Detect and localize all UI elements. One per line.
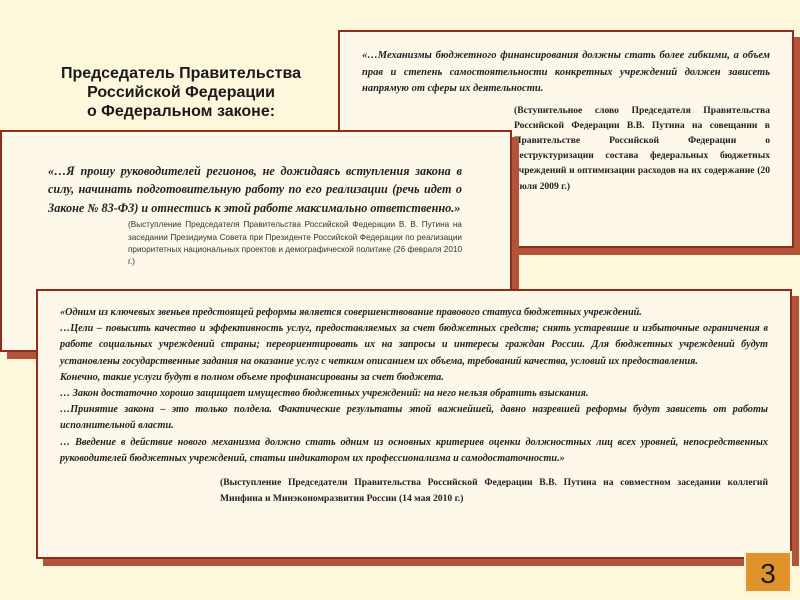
quote-source: (Вступительное слово Председателя Правительства Российской Федерации В.В. Путина на совещании в Правительстве Российской Федерации о реструктуризации состава федеральных бюджетных учреждений и оптимизации расходов на их содержание (20 июля 2009 г.) <box>514 104 770 192</box>
slide-title-line-2: Российской Федерации <box>87 84 275 101</box>
quote-source: (Выступление Председатели Правительства Российской Федерации В.В. Путина на совместном заседании коллегий Минфина и Минэкономразвития России (14 мая 2010 г.) <box>220 477 768 505</box>
quote-paragraph: Конечно, такие услуги будут в полном объеме профинансированы за счет бюджета. <box>60 371 444 383</box>
quote-text <box>60 305 768 467</box>
quote-paragraph: … Введение в действие нового механизма должно стать одним из основных критериев оценки должностных лиц всех уровней, непосредственных руководителей бюджетных учреждений, статьи индикатором их профессионализма и самодостаточности.» <box>60 436 768 464</box>
quote-text: «…Я прошу руководителей регионов, не дожидаясь вступления закона в силу, начинать подготовительную работу по его реализации (речь идет о Законе № 83-ФЗ) и отнестись к этой работе максимально ответственно.» <box>48 164 462 215</box>
slide-title <box>22 64 340 121</box>
slide-title-line-1: Председатель Правительства <box>61 65 301 82</box>
quote-box-bottom <box>36 289 792 559</box>
quote-paragraph: «Одним из ключевых звеньев предстоящей реформы является совершенствование правового статуса бюджетных учреждений. <box>60 307 642 318</box>
quote-paragraph: …Цели – повысить качество и эффективность услуг, предоставляемых за счет бюджетных средств; снять устаревшие и избыточные ограничения в работе социальных учреждений страны; переориентировать их на запросы и интересы граждан России. Для бюджетных учреждений будут установлены государственные задания на оказание услуг с четким описанием их объема, требований качества, условий их предоставления. <box>60 323 768 367</box>
page-number-badge: 3 <box>744 551 792 593</box>
quote-paragraph: … Закон достаточно хорошо защищает имущество бюджетных учреждений: на него нельзя обратить взыскания. <box>60 388 589 400</box>
slide-title-line-3: о Федеральном законе: <box>86 103 276 120</box>
quote-paragraph: …Принятие закона – это только полдела. Фактические результаты этой важнейшей, давно назревшей реформы будут зависеть от работы исполнительной власти. <box>60 404 768 432</box>
quote-text: «…Механизмы бюджетного финансирования должны стать более гибкими, а объем прав и степень самостоятельности конкретных учреждений должен зависеть напрямую от сферы их деятельности. <box>362 50 770 94</box>
quote-source: (Выступление Председателя Правительства Российской Федерации В. В. Путина на заседании Президиума Совета при Президенте Российской Федерации по реализации приоритетных национальных проектов и демографической политике (26 февраля 2010 г.) <box>128 220 462 267</box>
